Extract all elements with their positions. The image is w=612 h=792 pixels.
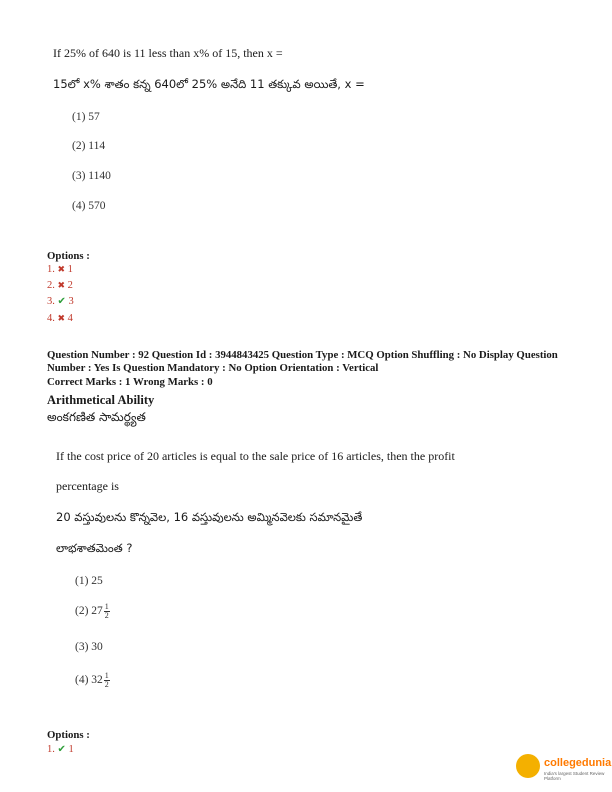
q1-answer-row-4: [47, 313, 73, 324]
q2-english-line-2: percentage is: [56, 479, 119, 493]
correct-check-icon: ✔: [57, 744, 66, 755]
q2-choice-3: (3) 30: [75, 641, 103, 653]
q2-options-label: Options :: [47, 729, 90, 741]
q2-answer-row-1: [47, 744, 74, 755]
answer-number: 4.: [47, 313, 55, 324]
q1-choice-1: (1) 57: [72, 111, 100, 123]
q2-choice-1: (1) 25: [75, 575, 103, 587]
answer-value: 1: [68, 744, 74, 755]
answer-value: 3: [68, 296, 74, 307]
answer-value: 4: [67, 313, 73, 324]
correct-check-icon: ✔: [57, 296, 66, 307]
q1-choice-4: (4) 570: [72, 200, 106, 212]
q1-answer-row-1: [47, 264, 73, 275]
fraction-numerator: 1: [104, 602, 109, 611]
fraction-denominator: 2: [104, 611, 109, 620]
choice-whole: 32: [91, 674, 103, 687]
fraction: [104, 603, 110, 620]
q2-choice-4: [75, 672, 110, 689]
choice-whole: 27: [91, 605, 103, 618]
q1-answer-row-2: [47, 280, 73, 291]
choice-prefix: (2): [75, 605, 92, 618]
q1-options-label: Options :: [47, 250, 90, 262]
answer-number: 2.: [47, 280, 55, 291]
answer-number: 3.: [47, 296, 55, 307]
q2-choice-2: [75, 603, 110, 620]
section-title-english: Arithmetical Ability: [47, 393, 155, 407]
q2-meta-line-2: Number : Yes Is Question Mandatory : No Option Orientation : Vertical: [47, 362, 379, 374]
section-title-telugu: అంకగణిత సామర్థ్యత: [47, 410, 146, 424]
choice-prefix: (4): [75, 674, 92, 687]
q2-telugu-line-1: 20 వస్తువులను కొన్నవెల, 16 వస్తువులను అమ్మినవెలకు సమానమైతే: [56, 510, 363, 524]
q1-choice-2: (2) 114: [72, 140, 106, 152]
answer-value: 2: [67, 280, 73, 291]
fraction: [104, 672, 110, 689]
fraction-denominator: 2: [104, 680, 109, 689]
brand-name: collegedunia: [544, 757, 612, 769]
q1-telugu-text: 15లో x% శాతం కన్న 640లో 25% అనేది 11 తక్కువ అయితే, x =: [53, 77, 365, 91]
q1-choice-3: (3) 1140: [72, 170, 111, 182]
q1-answer-row-3: [47, 296, 74, 307]
wrong-mark-icon: ✖: [57, 314, 66, 324]
brand-tagline: India's largest Student Review Platform: [544, 771, 605, 781]
q1-english-text: If 25% of 640 is 11 less than x% of 15, then x =: [53, 46, 283, 60]
q2-meta-line-1: Question Number : 92 Question Id : 3944843425 Question Type : MCQ Option Shuffling : No Display Question: [47, 349, 558, 361]
wrong-mark-icon: ✖: [57, 281, 66, 291]
wrong-mark-icon: ✖: [57, 265, 66, 275]
q2-english-line-1: If the cost price of 20 articles is equal to the sale price of 16 articles, then the profit: [56, 449, 455, 463]
fraction-numerator: 1: [104, 671, 109, 680]
q2-meta-line-3: Correct Marks : 1 Wrong Marks : 0: [47, 376, 213, 388]
answer-number: 1.: [47, 264, 55, 275]
q2-telugu-line-2: లాభశాతమెంత ?: [56, 541, 133, 555]
answer-number: 1.: [47, 744, 55, 755]
answer-value: 1: [67, 264, 73, 275]
collegedunia-logo-icon: [516, 754, 540, 778]
